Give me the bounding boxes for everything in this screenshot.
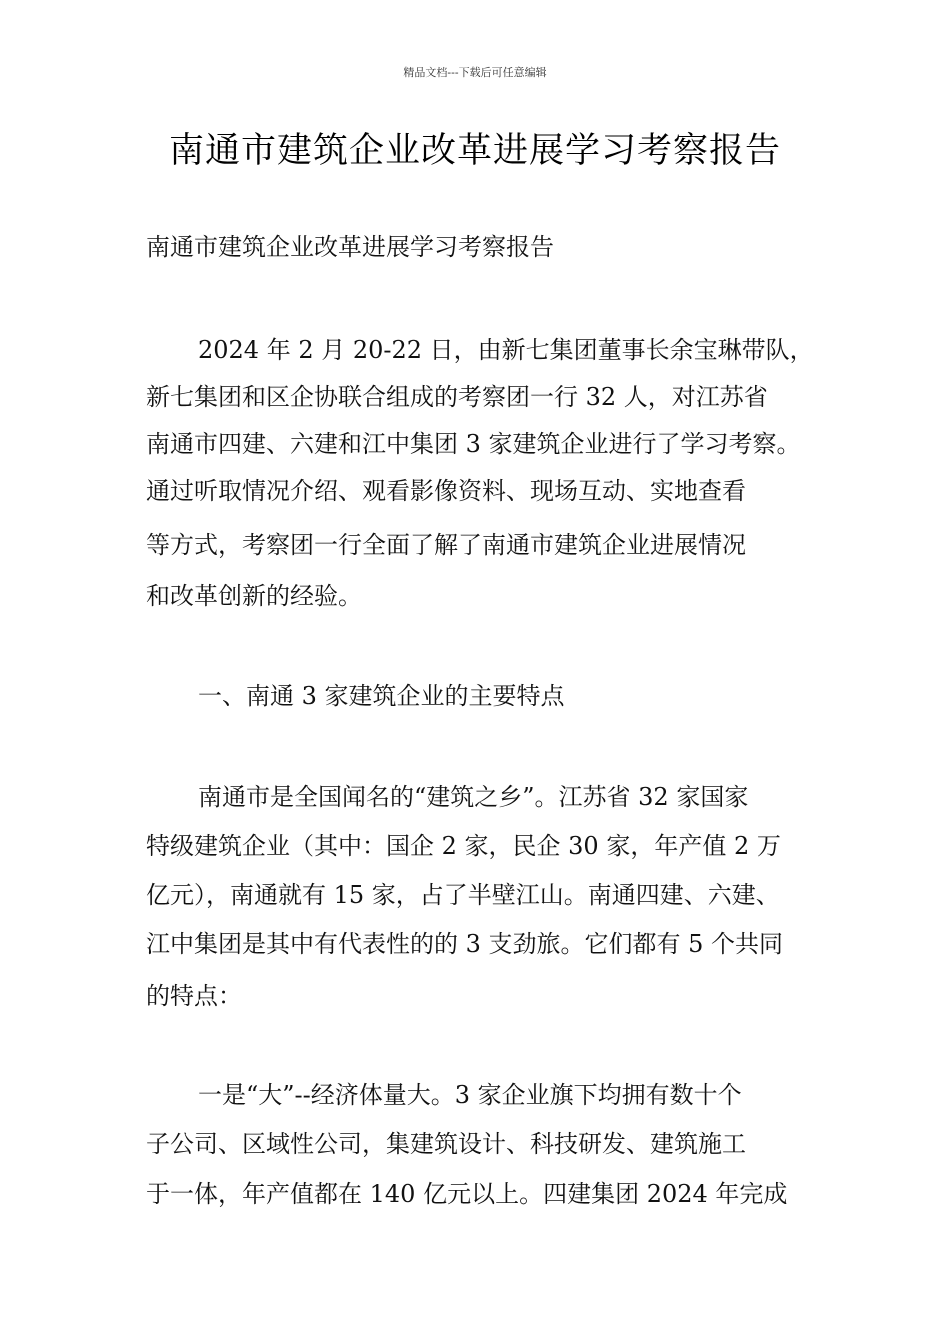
paragraph-2-line-1: 南通市是全国闻名的“建筑之乡”。江苏省 32 家国家 [198, 783, 749, 811]
document-subtitle: 南通市建筑企业改革进展学习考察报告 [146, 233, 554, 261]
paragraph-2-line-4: 江中集团是其中有代表性的的 3 支劲旅。它们都有 5 个共同 [146, 930, 784, 958]
paragraph-1-line-5: 等方式，考察团一行全面了解了南通市建筑企业进展情况 [146, 531, 746, 559]
paragraph-2-line-2: 特级建筑企业（其中：国企 2 家，民企 30 家，年产值 2 万 [146, 832, 781, 860]
paragraph-2-line-3: 亿元），南通就有 15 家，占了半壁江山。南通四建、六建、 [146, 881, 780, 909]
document-title: 南通市建筑企业改革进展学习考察报告 [168, 131, 781, 171]
paragraph-1-line-3: 南通市四建、六建和江中集团 3 家建筑企业进行了学习考察。 [146, 430, 801, 458]
paragraph-1-line-2: 新七集团和区企协联合组成的考察团一行 32 人，对江苏省 [146, 383, 768, 411]
page-header-watermark: 精品文档---下载后可任意编辑 [403, 66, 547, 79]
paragraph-3-line-2: 子公司、区域性公司，集建筑设计、科技研发、建筑施工 [146, 1130, 746, 1158]
paragraph-1-line-1: 2024 年 2 月 20-22 日，由新七集团董事长余宝琳带队， [198, 336, 814, 364]
paragraph-1-line-6: 和改革创新的经验。 [146, 582, 362, 610]
paragraph-1-line-4: 通过听取情况介绍、观看影像资料、现场互动、实地查看 [146, 477, 746, 505]
paragraph-2-line-5: 的特点： [146, 982, 242, 1010]
paragraph-3-line-1: 一是“大”--经济体量大。3 家企业旗下均拥有数十个 [198, 1081, 742, 1109]
section-heading-1: 一、南通 3 家建筑企业的主要特点 [198, 682, 565, 710]
paragraph-3-line-3: 于一体，年产值都在 140 亿元以上。四建集团 2024 年完成 [146, 1180, 788, 1208]
